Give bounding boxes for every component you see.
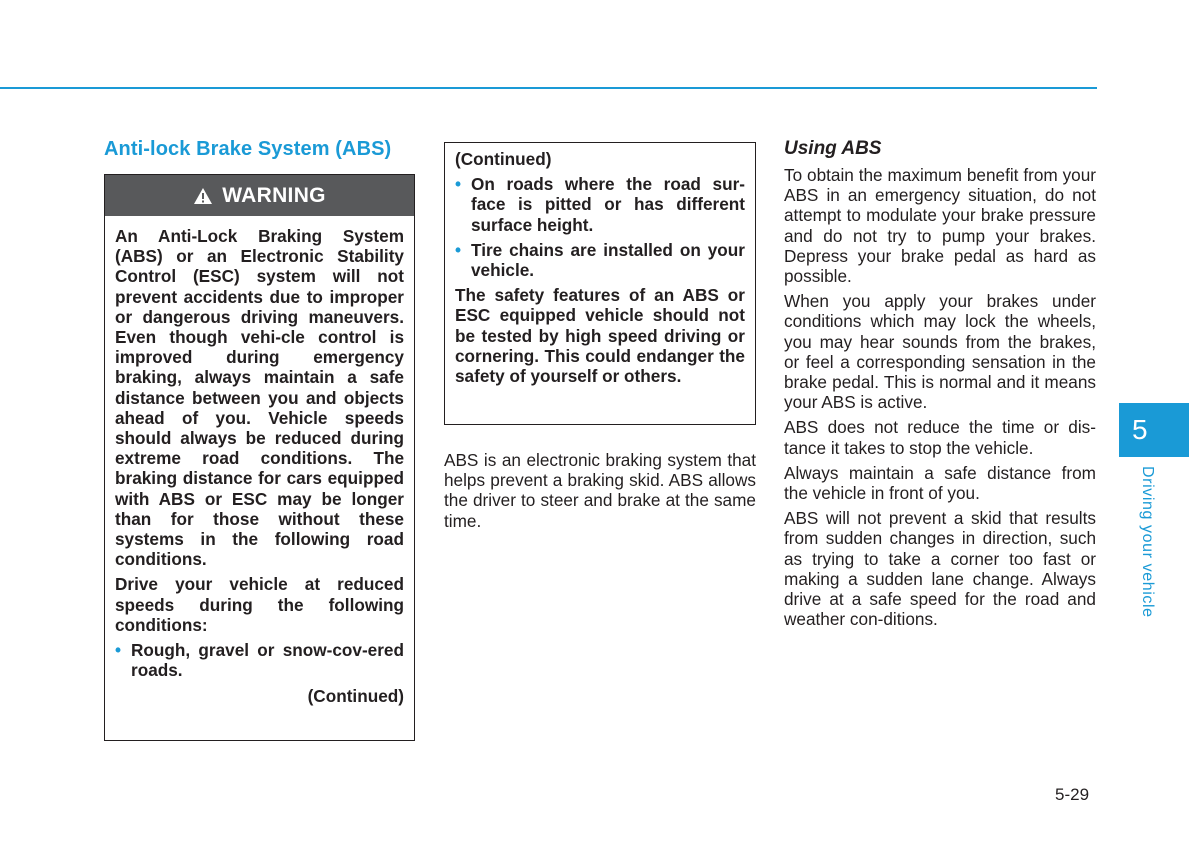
warning-label: WARNING [222, 183, 326, 207]
bullet-text: Tire chains are installed on your vehicle. [471, 239, 745, 281]
chapter-number: 5 [1132, 414, 1148, 445]
continued-header: (Continued) [455, 149, 552, 169]
using-abs-paragraph: When you apply your brakes under conditions which may lock the wheels, you may hear sounds from the brakes, or feel a corresponding sensation in the brake pedal. This is normal and it means your ABS is active. [784, 291, 1096, 413]
using-abs-paragraph: ABS does not reduce the time or dis-tance it takes to stop the vehicle. [784, 417, 1096, 458]
warning-header [105, 175, 414, 216]
continued-label: (Continued) [307, 686, 404, 707]
chapter-tab [1119, 403, 1189, 457]
warning-box [104, 174, 415, 741]
warning-triangle-icon [193, 187, 213, 205]
section-title: Anti-lock Brake System (ABS) [104, 138, 392, 160]
continued-bullet [455, 174, 745, 235]
using-abs-section [784, 138, 1096, 634]
warning-body [105, 216, 414, 707]
top-rule [0, 87, 1097, 89]
continued-bullet [455, 240, 745, 280]
warning-paragraph: Drive your vehicle at reduced speeds during the following conditions: [115, 574, 404, 635]
continued-paragraph: The safety features of an ABS or ESC equipped vehicle should not be tested by high speed driving or cornering. This could endanger the safety of yourself or others. [455, 285, 745, 387]
using-abs-paragraph: To obtain the maximum benefit from your ABS in an emergency situation, do not attempt to modulate your brake pressure and do not try to pump your brakes. Depress your brake pedal as hard as possible. [784, 165, 1096, 287]
continued-warning-box [444, 142, 756, 425]
page-number: 5-29 [1055, 785, 1090, 804]
abs-intro-paragraph: ABS is an electronic braking system that helps prevent a braking skid. ABS allows the driver to steer and brake at the same time. [444, 450, 756, 531]
using-abs-paragraph: ABS will not prevent a skid that results from sudden changes in direction, such as trying to take a corner too fast or making a sudden lane change. Always drive at a safe speed for the road and weather con-ditions. [784, 508, 1096, 630]
warning-bullet [115, 640, 404, 680]
bullet-dot-icon: • [455, 239, 462, 260]
bullet-text: On roads where the road sur-face is pitted or has different surface height. [471, 174, 745, 235]
chapter-label: Driving your vehicle [1139, 466, 1156, 618]
warning-paragraph: An Anti-Lock Braking System (ABS) or an Electronic Stability Control (ESC) system will not prevent accidents due to improper or dangerous driving maneuvers. Even though vehi-cle control is improved during emergency braking, always maintain a safe distance between you and objects ahead of you. Vehicle speeds should always be reduced during extreme road conditions. The braking distance for cars equipped with ABS or ESC may be longer than for those without these systems in the following road conditions. [115, 226, 404, 570]
bullet-dot-icon: • [115, 640, 122, 661]
bullet-text: Rough, gravel or snow-cov-ered roads. [131, 640, 404, 681]
bullet-dot-icon: • [455, 174, 462, 195]
using-abs-title: Using ABS [784, 138, 882, 159]
using-abs-paragraph: Always maintain a safe distance from the vehicle in front of you. [784, 462, 1096, 504]
